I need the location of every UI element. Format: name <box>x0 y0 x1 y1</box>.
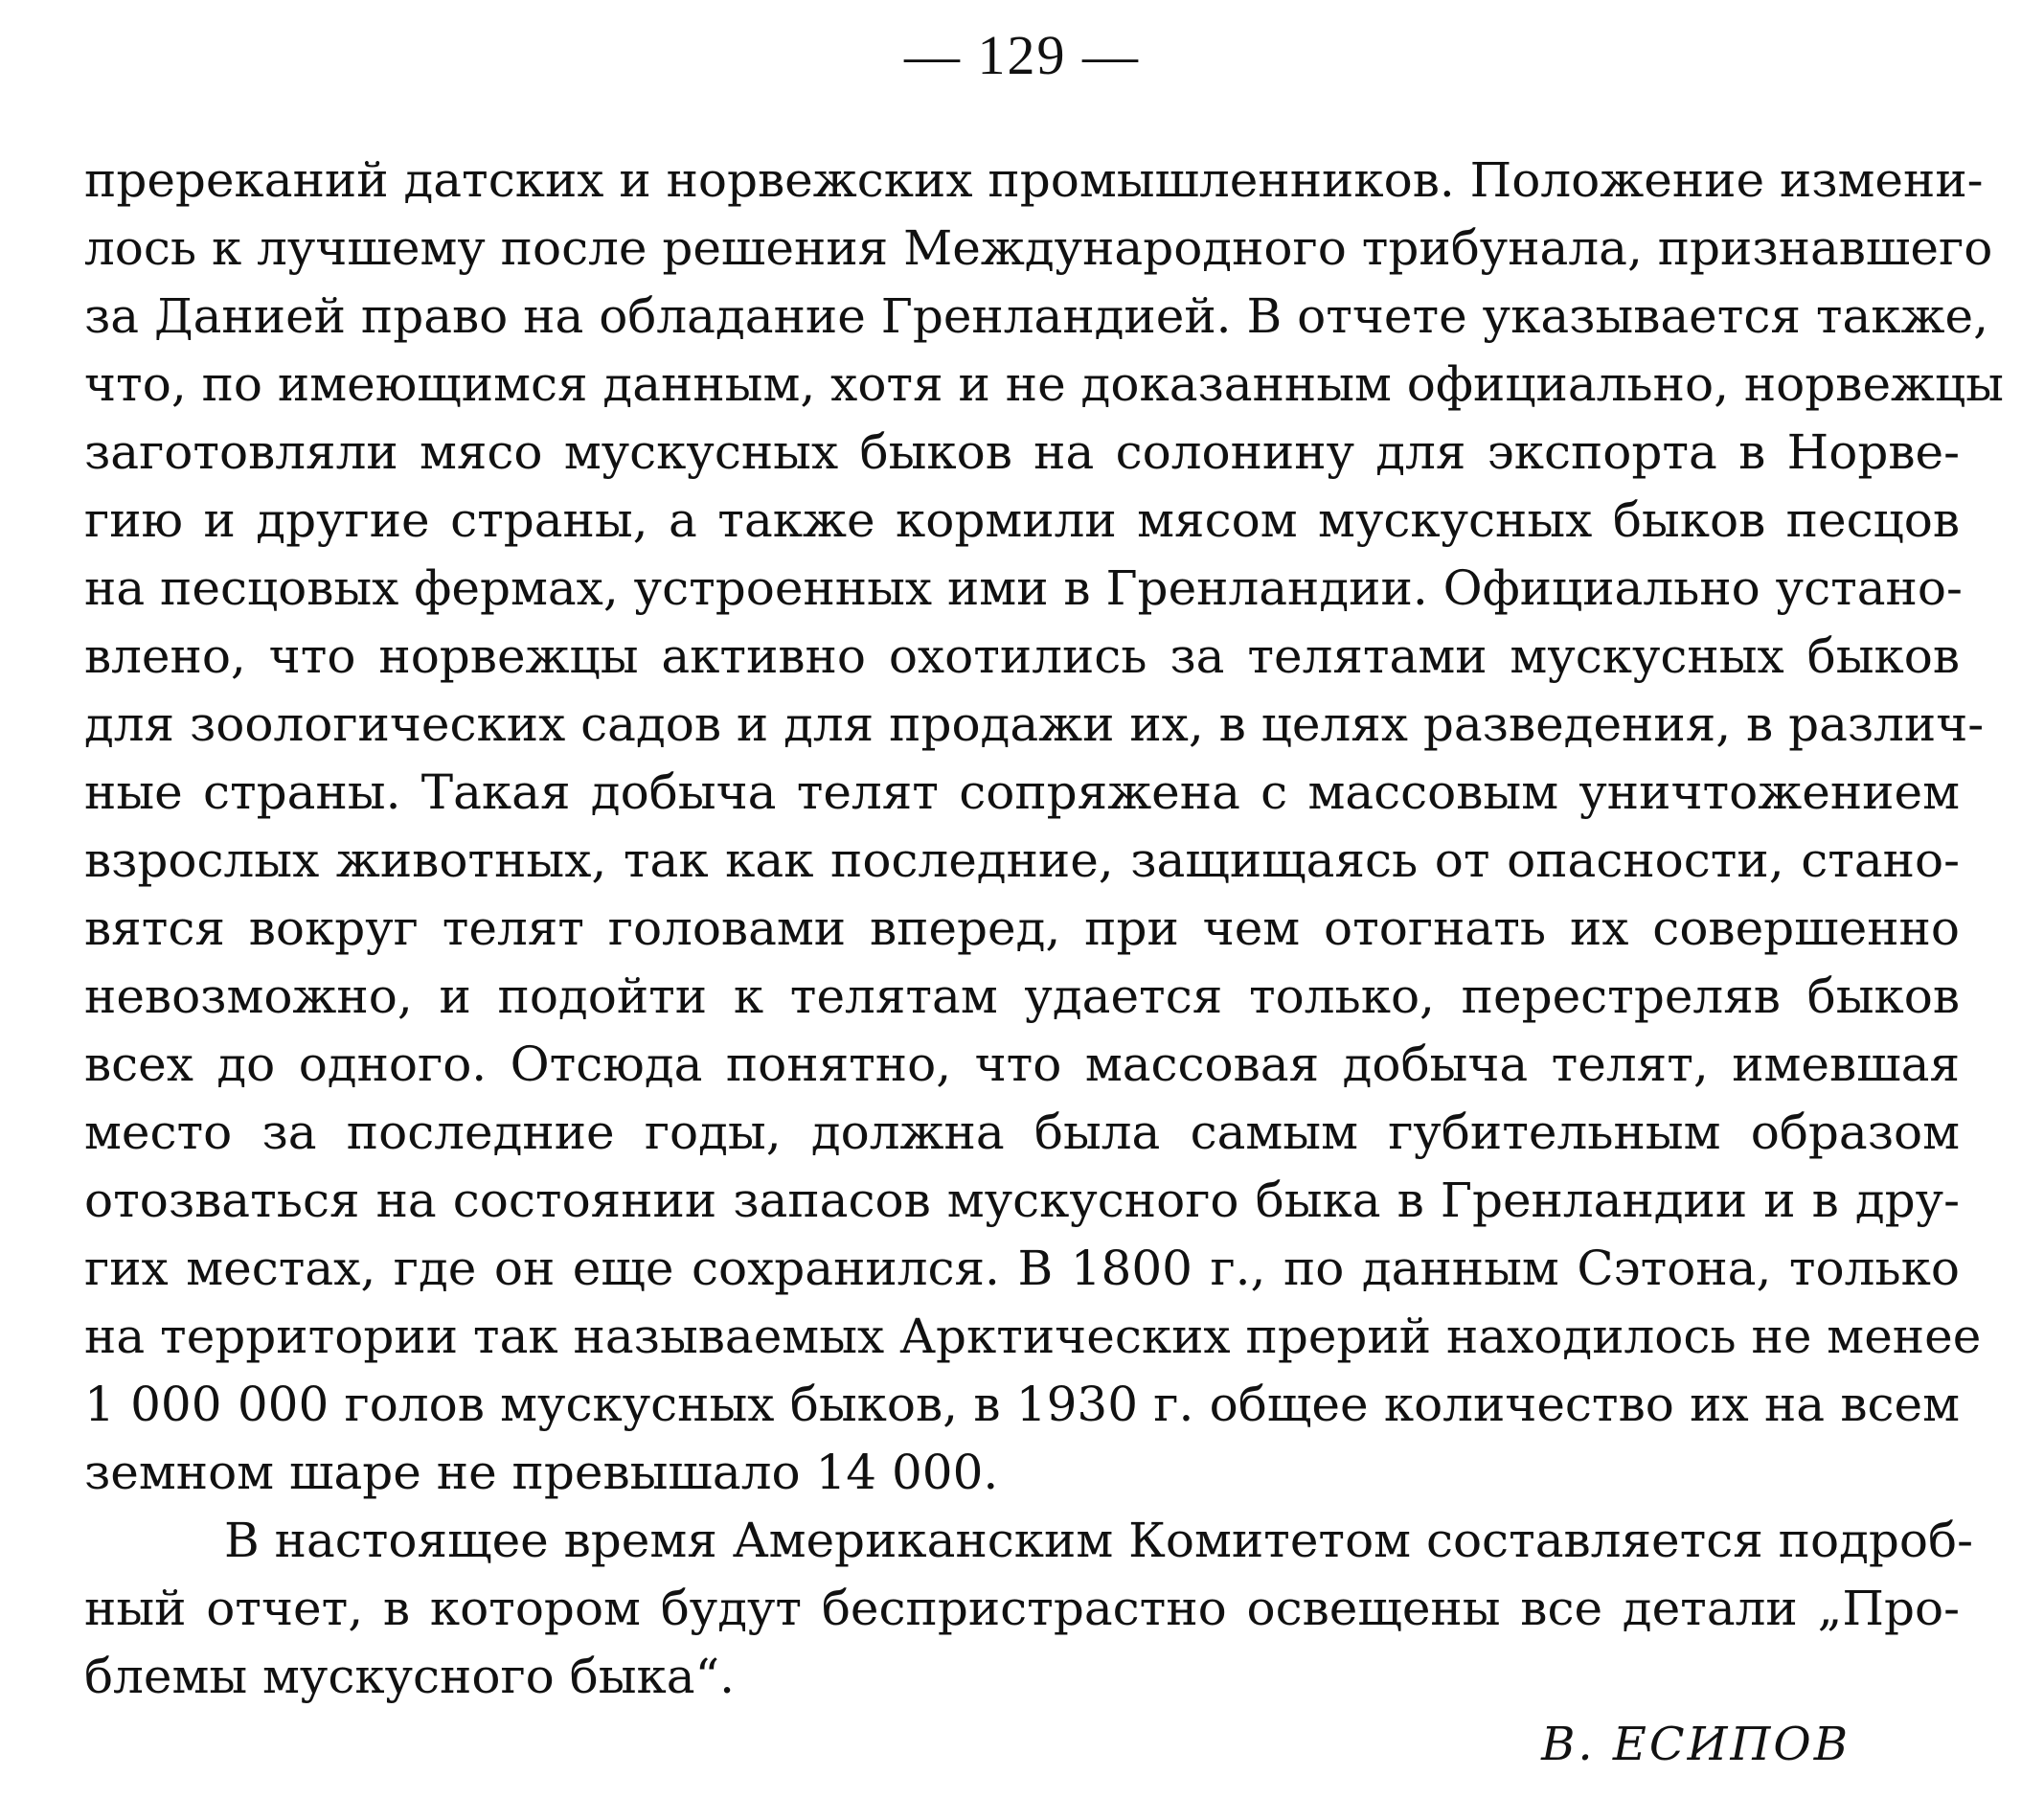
text-line: на песцовых фермах, устроенных ими в Гренландии. Официально устано- <box>84 560 1963 616</box>
text-line: за Данией право на обладание Гренландией. В отчете указывается также, <box>84 288 1989 344</box>
paragraph-2 <box>84 1507 1974 1711</box>
text-line: пререканий датских и норвежских промышленников. Положение измени- <box>84 152 1984 208</box>
text-line: лось к лучшему после решения Международного трибунала, признавшего <box>84 220 1993 276</box>
text-line: земном шаре не превышало 14 000. <box>84 1445 999 1500</box>
text-line: для зоологических садов и для продажи их, в целях разведения, в различ- <box>84 696 1985 752</box>
text-line: всех до одного. Отсюда понятно, что массовая добыча телят, имевшая <box>84 1036 1960 1092</box>
text-line: ный отчет, в котором будут беспристрастно освещены все детали „Про- <box>84 1581 1960 1636</box>
text-line: вятся вокруг телят головами вперед, при чем отогнать их совершенно <box>84 900 1960 956</box>
text-line: блемы мускусного быка“. <box>84 1649 736 1704</box>
page-number: — 129 — <box>904 24 1140 86</box>
text-line: невозможно, и подойти к телятам удается только, перестреляв быков <box>84 968 1960 1024</box>
text-line: В настоящее время Американским Комитетом составляется подроб- <box>224 1513 1974 1568</box>
text-line: ные страны. Такая добыча телят сопряжена с массовым уничтожением <box>84 764 1960 820</box>
text-line: что, по имеющимся данным, хотя и не доказанным официально, норвежцы <box>84 356 2004 412</box>
text-line: на территории так называемых Арктических прерий находилось не менее <box>84 1309 1982 1364</box>
text-line: отозваться на состоянии запасов мускусного быка в Гренландии и в дру- <box>84 1173 1960 1228</box>
text-line: заготовляли мясо мускусных быков на солонину для экспорта в Норве- <box>84 424 1960 480</box>
text-line: место за последние годы, должна была самым губительным образом <box>84 1104 1960 1160</box>
text-line: 1 000 000 голов мускусных быков, в 1930 г. общее количество их на всем <box>84 1377 1960 1432</box>
text-line: влено, что норвежцы активно охотились за телятами мускусных быков <box>84 628 1960 684</box>
paragraph-1 <box>84 147 2004 1507</box>
text-line: взрослых животных, так как последние, защищаясь от опасности, стано- <box>84 832 1960 888</box>
author-signature: В. ЕСИПОВ <box>1541 1718 1851 1771</box>
text-line: гих местах, где он еще сохранился. В 1800 г., по данным Сэтона, только <box>84 1241 1960 1296</box>
text-line: гию и другие страны, а также кормили мясом мускусных быков песцов <box>84 492 1960 548</box>
text-body <box>84 147 2004 1711</box>
